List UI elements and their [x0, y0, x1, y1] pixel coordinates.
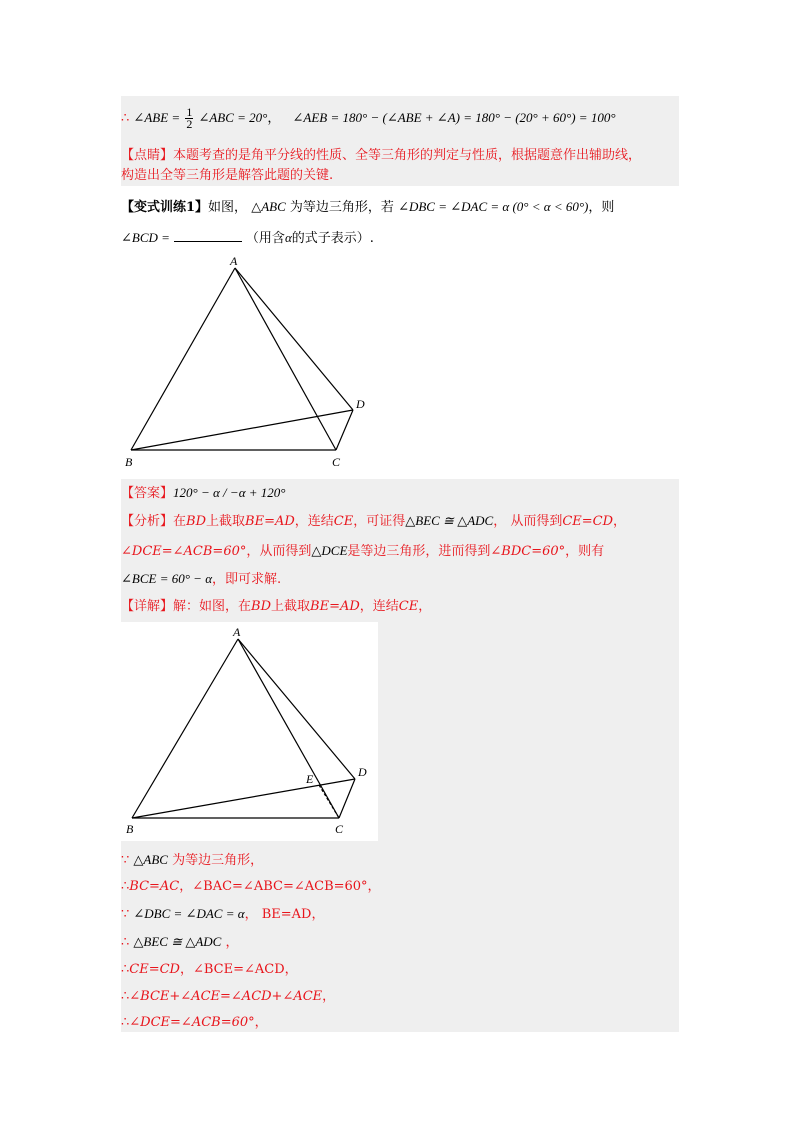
eq1-rhs: ∠ABC = 20° [198, 110, 268, 125]
label-a: A [233, 625, 241, 639]
step-symbol: ∴ [121, 989, 130, 1004]
analysis-text: ，即可求解. [212, 572, 282, 587]
edge-ab [131, 268, 235, 450]
analysis-line-2 [121, 542, 604, 561]
step-text: ， BE=AD， [244, 907, 325, 922]
exercise-hint-2: 的式子表示）. [291, 231, 374, 246]
eq2: ∠AEB = 180° − (∠ABE + ∠A) = 180° − (20° + 60°) = 100° [292, 110, 616, 125]
label-b: B [126, 822, 134, 836]
detail-tag: 【详解】 [121, 599, 174, 614]
proof-step-3 [121, 905, 324, 924]
step-math: ∠BCE+∠ACE=∠ACD+∠ACE [129, 989, 323, 1004]
analysis-angle-dce: ∠DCE=∠ACB=60° [121, 544, 247, 559]
step-text: ， [254, 1015, 268, 1030]
step-math: △ABC [133, 852, 168, 867]
analysis-text: ，从而得到 [246, 544, 312, 559]
analysis-angle-bdc: ∠BDC=60° [490, 544, 566, 559]
step-symbol: ∵ [121, 853, 134, 868]
exercise-condition: ∠DBC = ∠DAC = α (0° < α < 60°) [398, 199, 589, 214]
step-symbol: ∴ [121, 935, 134, 950]
frac-num: 1 [186, 105, 193, 119]
detail-bd: BD [251, 599, 272, 614]
answer-line [121, 484, 286, 503]
proof-step-7 [121, 1014, 268, 1032]
edge-ad [238, 639, 355, 779]
eq-comma: ， [267, 111, 281, 126]
analysis-text: ， 从而得到 [493, 514, 563, 529]
figure-1-triangle [121, 252, 381, 474]
half-fraction [185, 107, 193, 130]
label-b: B [125, 455, 133, 469]
step-text: ， [322, 989, 336, 1004]
proof-step-1 [121, 851, 263, 870]
analysis-line-1 [121, 512, 626, 531]
analysis-tag: 【分析】 [121, 514, 174, 529]
therefore-symbol: ∴ [121, 111, 130, 126]
exercise-triangle: △ABC [251, 199, 286, 214]
exercise-question: ∠BCD = [121, 230, 170, 245]
label-e: E [306, 772, 314, 786]
analysis-text: ，可证得 [353, 514, 406, 529]
step-text: ，∠BCE=∠ACD， [179, 962, 298, 977]
label-a: A [230, 254, 238, 268]
analysis-text: 在 [173, 514, 187, 529]
figure-2-triangle [121, 622, 378, 841]
exercise-tag: 【变式训练1】 [121, 200, 209, 215]
edge-ab [132, 639, 238, 818]
answer-value: 120° − α / −α + 120° [173, 485, 286, 500]
comment-line-1 [121, 147, 641, 165]
analysis-line-3 [121, 570, 281, 589]
detail-line [121, 598, 431, 616]
exercise-line-1 [121, 198, 614, 217]
detail-be-ad: BE=AD [310, 599, 360, 614]
step-text: ， [221, 935, 239, 950]
analysis-text: ，则有 [565, 544, 605, 559]
analysis-triangle-dce: △DCE [311, 543, 348, 558]
detail-text: 解：如图，在 [173, 599, 252, 614]
label-c: C [335, 822, 344, 836]
proof-step-4 [121, 933, 239, 952]
step-symbol: ∵ [121, 907, 134, 922]
comment-line-2 [121, 167, 333, 185]
edge-bd [132, 779, 355, 818]
analysis-congruence: △BEC ≅ △ADC [405, 513, 494, 528]
analysis-text: 是等边三角形，进而得到 [347, 544, 491, 559]
detail-text: 上截取 [271, 599, 311, 614]
step-math: △BEC ≅ △ADC [133, 934, 222, 949]
step-text: ，∠BAC=∠ABC=∠ACB=60°， [179, 879, 381, 894]
eq1-lhs: ∠ABE = [133, 110, 181, 125]
comment-text-1: 本题考查的是角平分线的性质、全等三角形的判定与性质，根据题意作出辅助线， [173, 148, 642, 163]
frac-den: 2 [186, 117, 193, 131]
step-text: 为等边三角形， [167, 853, 264, 868]
label-c: C [332, 455, 341, 469]
analysis-text: 上截取 [206, 514, 246, 529]
analysis-be-ad: BE=AD [245, 514, 295, 529]
step-symbol: ∴ [121, 1015, 130, 1030]
edge-cd [336, 410, 353, 450]
edge-ad [235, 268, 353, 410]
answer-tag: 【答案】 [121, 486, 174, 501]
step-symbol: ∴ [121, 879, 130, 894]
edge-bd [131, 410, 353, 450]
step-math: CE=CD [129, 962, 180, 977]
detail-text: ， [418, 599, 432, 614]
exercise-line-2 [121, 229, 374, 248]
analysis-bd: BD [186, 514, 207, 529]
exercise-text-3: ，则 [588, 200, 615, 215]
comment-text-2: 构造出全等三角形是解答此题的关键. [121, 168, 334, 183]
exercise-text-2: 为等边三角形，若 [289, 200, 394, 215]
exercise-text-1: 如图， [208, 200, 248, 215]
solution-equation-line [121, 107, 616, 130]
detail-text: ，连结 [359, 599, 399, 614]
edge-cd [339, 779, 355, 818]
proof-step-5 [121, 961, 298, 979]
exercise-hint-1: （用含 [245, 231, 285, 246]
analysis-ce-cd: CE=CD [562, 514, 614, 529]
step-symbol: ∴ [121, 962, 130, 977]
step-math: ∠DBC = ∠DAC = α [133, 906, 245, 921]
edge-ce-dashed [319, 785, 339, 818]
step-math: ∠DCE=∠ACB=60° [129, 1015, 255, 1030]
analysis-angle-bce: ∠BCE = 60° − α [121, 571, 213, 586]
proof-step-2 [121, 878, 381, 896]
detail-ce: CE [398, 599, 419, 614]
label-d: D [356, 397, 365, 411]
analysis-text: ，连结 [294, 514, 334, 529]
answer-blank [174, 229, 242, 242]
comment-tag: 【点睛】 [121, 148, 174, 163]
proof-step-6 [121, 988, 335, 1006]
analysis-text: ， [613, 514, 627, 529]
analysis-ce: CE [333, 514, 354, 529]
exercise-alpha: α [284, 230, 292, 245]
step-math: BC=AC [129, 879, 180, 894]
label-d: D [358, 765, 367, 779]
